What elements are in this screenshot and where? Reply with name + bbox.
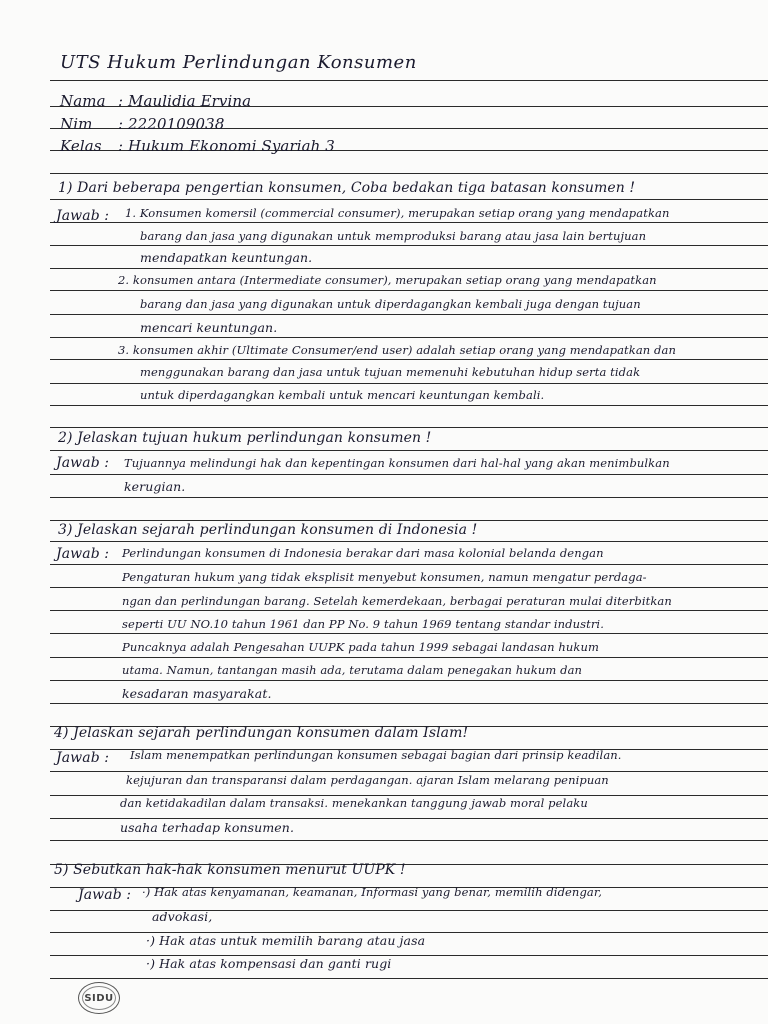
answer-2-line-2: kerugian. — [124, 479, 186, 494]
ruled-line — [50, 359, 768, 360]
answer-1-item-3-line-1: 3. konsumen akhir (Ultimate Consumer/end user) adalah setiap orang yang mendapatkan dan — [118, 343, 676, 357]
notebook-brand-logo — [78, 982, 120, 1014]
answer-3-line-5: Puncaknya adalah Pengesahan UUPK pada tahun 1999 sebagai landasan hukum — [122, 640, 599, 654]
ruled-line — [50, 840, 768, 841]
ruled-line — [50, 427, 768, 428]
question-1: 1) Dari beberapa pengertian konsumen, Coba bedakan tiga batasan konsumen ! — [58, 180, 636, 196]
ruled-line — [50, 222, 768, 223]
ruled-line — [50, 610, 768, 611]
answer-5-line-3: ·) Hak atas untuk memilih barang atau jasa — [146, 933, 426, 948]
answer-label-1: Jawab : — [56, 208, 110, 224]
ruled-line — [50, 405, 768, 406]
question-5: 5) Sebutkan hak-hak konsumen menurut UUPK ! — [54, 862, 406, 878]
answer-5-line-4: ·) Hak atas kompensasi dan ganti rugi — [146, 956, 392, 971]
ruled-line — [50, 80, 768, 81]
answer-3-line-1: Perlindungan konsumen di Indonesia berakar dari masa kolonial belanda dengan — [122, 546, 604, 560]
answer-1-item-2-line-3: mencari keuntungan. — [140, 320, 278, 335]
ruled-line — [50, 978, 768, 979]
answer-4-line-2: kejujuran dan transparansi dalam perdagangan. ajaran Islam melarang penipuan — [126, 773, 609, 787]
ruled-line — [50, 268, 768, 269]
ruled-line — [50, 771, 768, 772]
nama-value: : Maulidia Ervina — [118, 92, 252, 110]
ruled-line — [50, 818, 768, 819]
answer-5-line-1: ·) Hak atas kenyamanan, keamanan, Informasi yang benar, memilih didengar, — [142, 885, 602, 899]
ruled-line — [50, 450, 768, 451]
ruled-line — [50, 245, 768, 246]
ruled-line — [50, 633, 768, 634]
answer-3-line-7: kesadaran masyarakat. — [122, 686, 272, 701]
answer-4-line-3: dan ketidakadilan dalam transaksi. menekankan tanggung jawab moral pelaku — [120, 796, 588, 810]
page-title: UTS Hukum Perlindungan Konsumen — [60, 52, 417, 73]
ruled-line — [50, 474, 768, 475]
ruled-line — [50, 587, 768, 588]
answer-label-5: Jawab : — [78, 887, 132, 903]
answer-label-3: Jawab : — [56, 546, 110, 562]
answer-3-line-3: ngan dan perlindungan barang. Setelah kemerdekaan, berbagai peraturan mulai diterbitkan — [122, 594, 672, 608]
nama-label: Nama — [60, 92, 106, 110]
question-3: 3) Jelaskan sejarah perlindungan konsumen di Indonesia ! — [58, 522, 478, 538]
kelas-label: Kelas — [60, 137, 102, 155]
answer-4-line-1: Islam menempatkan perlindungan konsumen sebagai bagian dari prinsip keadilan. — [130, 748, 622, 762]
ruled-line — [50, 173, 768, 174]
ruled-line — [50, 657, 768, 658]
nim-value: : 2220109038 — [118, 115, 225, 133]
ruled-line — [50, 541, 768, 542]
ruled-line — [50, 199, 768, 200]
logo-text: SIDU — [84, 992, 114, 1004]
answer-1-item-1-line-1: 1. Konsumen komersil (commercial consumer), merupakan setiap orang yang mendapatkan — [125, 206, 670, 220]
answer-3-line-6: utama. Namun, tantangan masih ada, terutama dalam penegakan hukum dan — [122, 663, 583, 677]
answer-5-line-2: advokasi, — [152, 909, 213, 924]
answer-1-item-2-line-1: 2. konsumen antara (Intermediate consumer), merupakan setiap orang yang mendapatkan — [118, 273, 657, 287]
kelas-value: : Hukum Ekonomi Syariah 3 — [118, 137, 335, 155]
answer-1-item-3-line-2: menggunakan barang dan jasa untuk tujuan memenuhi kebutuhan hidup serta tidak — [140, 365, 641, 379]
question-4: 4) Jelaskan sejarah perlindungan konsumen dalam Islam! — [54, 725, 469, 741]
answer-1-item-3-line-3: untuk diperdagangkan kembali untuk mencari keuntungan kembali. — [140, 388, 545, 402]
answer-1-item-2-line-2: barang dan jasa yang digunakan untuk diperdagangkan kembali juga dengan tujuan — [140, 297, 641, 311]
answer-label-4: Jawab : — [56, 750, 110, 766]
ruled-line — [50, 383, 768, 384]
ruled-line — [50, 564, 768, 565]
answer-label-2: Jawab : — [56, 455, 110, 471]
question-2: 2) Jelaskan tujuan hukum perlindungan konsumen ! — [58, 430, 432, 446]
ruled-line — [50, 497, 768, 498]
ruled-line — [50, 290, 768, 291]
answer-4-line-4: usaha terhadap konsumen. — [120, 820, 295, 835]
ruled-line — [50, 520, 768, 521]
answer-1-item-1-line-2: barang dan jasa yang digunakan untuk memproduksi barang atau jasa lain bertujuan — [140, 229, 647, 243]
nim-label: Nim — [60, 115, 93, 133]
answer-3-line-2: Pengaturan hukum yang tidak eksplisit menyebut konsumen, namun mengatur perdaga- — [122, 570, 647, 584]
answer-2-line-1: Tujuannya melindungi hak dan kepentingan konsumen dari hal-hal yang akan menimbulkan — [124, 456, 670, 470]
ruled-line — [50, 337, 768, 338]
ruled-line — [50, 680, 768, 681]
ruled-line — [50, 314, 768, 315]
answer-1-item-1-line-3: mendapatkan keuntungan. — [140, 250, 313, 265]
ruled-line — [50, 703, 768, 704]
answer-3-line-4: seperti UU NO.10 tahun 1961 dan PP No. 9 tahun 1969 tentang standar industri. — [122, 617, 604, 631]
